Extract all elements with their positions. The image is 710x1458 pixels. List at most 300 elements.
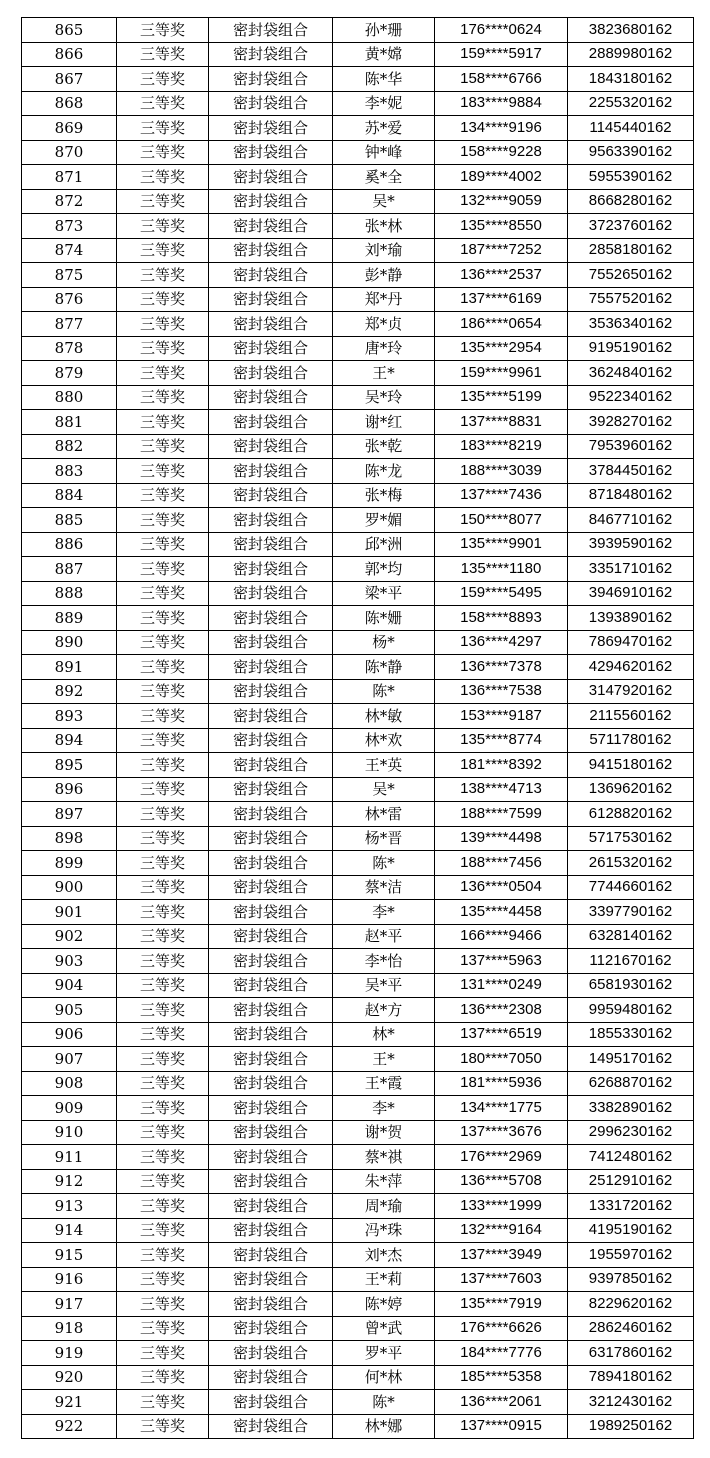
phone-cell: 183****8219 <box>435 434 568 459</box>
winner-name-cell: 陈*姗 <box>333 606 435 631</box>
order-id-cell: 7557520162 <box>568 287 694 312</box>
row-number-cell: 899 <box>22 851 117 876</box>
row-number-cell: 873 <box>22 214 117 239</box>
row-number-cell: 910 <box>22 1120 117 1145</box>
winner-name-cell: 陈*龙 <box>333 459 435 484</box>
prize-name-cell: 密封袋组合 <box>209 508 333 533</box>
order-id-cell: 9959480162 <box>568 998 694 1023</box>
phone-cell: 159****5495 <box>435 581 568 606</box>
phone-cell: 134****9196 <box>435 116 568 141</box>
phone-cell: 136****2537 <box>435 263 568 288</box>
prize-name-cell: 密封袋组合 <box>209 900 333 925</box>
phone-cell: 158****6766 <box>435 67 568 92</box>
winner-name-cell: 郑*丹 <box>333 287 435 312</box>
prize-name-cell: 密封袋组合 <box>209 949 333 974</box>
table-row <box>22 777 694 802</box>
row-number-cell: 896 <box>22 777 117 802</box>
order-id-cell: 8668280162 <box>568 189 694 214</box>
winner-name-cell: 林*娜 <box>333 1414 435 1439</box>
table-row <box>22 924 694 949</box>
table-row <box>22 1169 694 1194</box>
winner-name-cell: 罗*媚 <box>333 508 435 533</box>
prize-name-cell: 密封袋组合 <box>209 1341 333 1366</box>
order-id-cell: 3624840162 <box>568 361 694 386</box>
table-row <box>22 385 694 410</box>
prize-level-cell: 三等奖 <box>117 1267 209 1292</box>
prize-level-cell: 三等奖 <box>117 238 209 263</box>
winner-name-cell: 陈* <box>333 679 435 704</box>
winner-name-cell: 吴* <box>333 777 435 802</box>
order-id-cell: 2512910162 <box>568 1169 694 1194</box>
prize-name-cell: 密封袋组合 <box>209 1292 333 1317</box>
phone-cell: 180****7050 <box>435 1047 568 1072</box>
table-row <box>22 140 694 165</box>
prize-level-cell: 三等奖 <box>117 1071 209 1096</box>
order-id-cell: 8229620162 <box>568 1292 694 1317</box>
prize-level-cell: 三等奖 <box>117 777 209 802</box>
table-row <box>22 238 694 263</box>
order-id-cell: 3823680162 <box>568 18 694 43</box>
prize-name-cell: 密封袋组合 <box>209 1218 333 1243</box>
order-id-cell: 3939590162 <box>568 532 694 557</box>
prize-level-cell: 三等奖 <box>117 67 209 92</box>
phone-cell: 136****7538 <box>435 679 568 704</box>
prize-name-cell: 密封袋组合 <box>209 1316 333 1341</box>
phone-cell: 184****7776 <box>435 1341 568 1366</box>
order-id-cell: 3351710162 <box>568 557 694 582</box>
table-row <box>22 91 694 116</box>
order-id-cell: 9563390162 <box>568 140 694 165</box>
phone-cell: 135****8774 <box>435 728 568 753</box>
table-row <box>22 1096 694 1121</box>
row-number-cell: 886 <box>22 532 117 557</box>
table-row <box>22 851 694 876</box>
order-id-cell: 6317860162 <box>568 1341 694 1366</box>
winner-name-cell: 张*梅 <box>333 483 435 508</box>
order-id-cell: 3536340162 <box>568 312 694 337</box>
row-number-cell: 919 <box>22 1341 117 1366</box>
phone-cell: 137****3676 <box>435 1120 568 1145</box>
prize-name-cell: 密封袋组合 <box>209 998 333 1023</box>
order-id-cell: 1843180162 <box>568 67 694 92</box>
prize-level-cell: 三等奖 <box>117 753 209 778</box>
winner-name-cell: 黄*嫦 <box>333 42 435 67</box>
phone-cell: 187****7252 <box>435 238 568 263</box>
order-id-cell: 5717530162 <box>568 826 694 851</box>
prize-level-cell: 三等奖 <box>117 1169 209 1194</box>
table-row <box>22 1243 694 1268</box>
row-number-cell: 889 <box>22 606 117 631</box>
prize-level-cell: 三等奖 <box>117 483 209 508</box>
row-number-cell: 901 <box>22 900 117 925</box>
row-number-cell: 870 <box>22 140 117 165</box>
prize-name-cell: 密封袋组合 <box>209 312 333 337</box>
row-number-cell: 914 <box>22 1218 117 1243</box>
table-row <box>22 42 694 67</box>
prize-level-cell: 三等奖 <box>117 973 209 998</box>
prize-level-cell: 三等奖 <box>117 508 209 533</box>
prize-name-cell: 密封袋组合 <box>209 581 333 606</box>
prize-name-cell: 密封袋组合 <box>209 116 333 141</box>
phone-cell: 166****9466 <box>435 924 568 949</box>
prize-name-cell: 密封袋组合 <box>209 214 333 239</box>
winner-name-cell: 陈* <box>333 1390 435 1415</box>
table-row <box>22 875 694 900</box>
prize-name-cell: 密封袋组合 <box>209 434 333 459</box>
order-id-cell: 6268870162 <box>568 1071 694 1096</box>
winner-name-cell: 吴*玲 <box>333 385 435 410</box>
prize-name-cell: 密封袋组合 <box>209 606 333 631</box>
winner-name-cell: 陈* <box>333 851 435 876</box>
phone-cell: 136****5708 <box>435 1169 568 1194</box>
phone-cell: 185****5358 <box>435 1365 568 1390</box>
prize-name-cell: 密封袋组合 <box>209 1047 333 1072</box>
prize-name-cell: 密封袋组合 <box>209 826 333 851</box>
row-number-cell: 893 <box>22 704 117 729</box>
prize-level-cell: 三等奖 <box>117 1096 209 1121</box>
prize-level-cell: 三等奖 <box>117 140 209 165</box>
prize-level-cell: 三等奖 <box>117 655 209 680</box>
winner-name-cell: 吴*平 <box>333 973 435 998</box>
table-row <box>22 1292 694 1317</box>
prize-name-cell: 密封袋组合 <box>209 1145 333 1170</box>
phone-cell: 132****9164 <box>435 1218 568 1243</box>
prize-name-cell: 密封袋组合 <box>209 385 333 410</box>
prize-level-cell: 三等奖 <box>117 998 209 1023</box>
prize-name-cell: 密封袋组合 <box>209 1414 333 1439</box>
row-number-cell: 916 <box>22 1267 117 1292</box>
table-row <box>22 679 694 704</box>
row-number-cell: 891 <box>22 655 117 680</box>
prize-level-cell: 三等奖 <box>117 630 209 655</box>
prize-level-cell: 三等奖 <box>117 336 209 361</box>
table-row <box>22 263 694 288</box>
row-number-cell: 913 <box>22 1194 117 1219</box>
prize-level-cell: 三等奖 <box>117 18 209 43</box>
table-row <box>22 1047 694 1072</box>
order-id-cell: 7412480162 <box>568 1145 694 1170</box>
prize-level-cell: 三等奖 <box>117 826 209 851</box>
order-id-cell: 1495170162 <box>568 1047 694 1072</box>
prize-name-cell: 密封袋组合 <box>209 459 333 484</box>
row-number-cell: 915 <box>22 1243 117 1268</box>
table-row <box>22 532 694 557</box>
row-number-cell: 878 <box>22 336 117 361</box>
order-id-cell: 3382890162 <box>568 1096 694 1121</box>
winner-name-cell: 张*林 <box>333 214 435 239</box>
row-number-cell: 903 <box>22 949 117 974</box>
prize-level-cell: 三等奖 <box>117 116 209 141</box>
prize-level-cell: 三等奖 <box>117 189 209 214</box>
prize-level-cell: 三等奖 <box>117 361 209 386</box>
order-id-cell: 7953960162 <box>568 434 694 459</box>
row-number-cell: 909 <box>22 1096 117 1121</box>
phone-cell: 188****7456 <box>435 851 568 876</box>
table-row <box>22 67 694 92</box>
winner-name-cell: 林*敏 <box>333 704 435 729</box>
phone-cell: 176****0624 <box>435 18 568 43</box>
winner-name-cell: 朱*萍 <box>333 1169 435 1194</box>
row-number-cell: 906 <box>22 1022 117 1047</box>
order-id-cell: 7744660162 <box>568 875 694 900</box>
prize-name-cell: 密封袋组合 <box>209 655 333 680</box>
table-row <box>22 336 694 361</box>
table-row <box>22 1316 694 1341</box>
phone-cell: 176****6626 <box>435 1316 568 1341</box>
order-id-cell: 5955390162 <box>568 165 694 190</box>
winner-name-cell: 陈*静 <box>333 655 435 680</box>
row-number-cell: 922 <box>22 1414 117 1439</box>
order-id-cell: 4294620162 <box>568 655 694 680</box>
phone-cell: 137****7436 <box>435 483 568 508</box>
prize-name-cell: 密封袋组合 <box>209 140 333 165</box>
row-number-cell: 894 <box>22 728 117 753</box>
prize-level-cell: 三等奖 <box>117 1414 209 1439</box>
prize-name-cell: 密封袋组合 <box>209 851 333 876</box>
prize-level-cell: 三等奖 <box>117 165 209 190</box>
prize-name-cell: 密封袋组合 <box>209 1390 333 1415</box>
phone-cell: 137****3949 <box>435 1243 568 1268</box>
table-row <box>22 434 694 459</box>
order-id-cell: 3928270162 <box>568 410 694 435</box>
prize-name-cell: 密封袋组合 <box>209 1243 333 1268</box>
order-id-cell: 6328140162 <box>568 924 694 949</box>
row-number-cell: 918 <box>22 1316 117 1341</box>
order-id-cell: 1145440162 <box>568 116 694 141</box>
prize-name-cell: 密封袋组合 <box>209 753 333 778</box>
table-row <box>22 312 694 337</box>
row-number-cell: 904 <box>22 973 117 998</box>
row-number-cell: 905 <box>22 998 117 1023</box>
phone-cell: 134****1775 <box>435 1096 568 1121</box>
order-id-cell: 9522340162 <box>568 385 694 410</box>
prize-name-cell: 密封袋组合 <box>209 165 333 190</box>
phone-cell: 139****4498 <box>435 826 568 851</box>
phone-cell: 186****0654 <box>435 312 568 337</box>
table-row <box>22 1390 694 1415</box>
table-row <box>22 704 694 729</box>
prize-level-cell: 三等奖 <box>117 91 209 116</box>
prize-name-cell: 密封袋组合 <box>209 1169 333 1194</box>
table-row <box>22 826 694 851</box>
prize-level-cell: 三等奖 <box>117 728 209 753</box>
winner-name-cell: 李* <box>333 1096 435 1121</box>
prize-name-cell: 密封袋组合 <box>209 777 333 802</box>
row-number-cell: 890 <box>22 630 117 655</box>
row-number-cell: 895 <box>22 753 117 778</box>
row-number-cell: 892 <box>22 679 117 704</box>
row-number-cell: 920 <box>22 1365 117 1390</box>
prize-level-cell: 三等奖 <box>117 606 209 631</box>
order-id-cell: 3946910162 <box>568 581 694 606</box>
winner-name-cell: 吴* <box>333 189 435 214</box>
row-number-cell: 874 <box>22 238 117 263</box>
winner-name-cell: 周*瑜 <box>333 1194 435 1219</box>
prize-level-cell: 三等奖 <box>117 1194 209 1219</box>
prize-name-cell: 密封袋组合 <box>209 679 333 704</box>
table-row <box>22 1267 694 1292</box>
winner-name-cell: 林*雷 <box>333 802 435 827</box>
phone-cell: 135****2954 <box>435 336 568 361</box>
phone-cell: 136****2308 <box>435 998 568 1023</box>
winner-name-cell: 张*乾 <box>333 434 435 459</box>
winner-name-cell: 曾*武 <box>333 1316 435 1341</box>
winner-name-cell: 王* <box>333 1047 435 1072</box>
table-row <box>22 973 694 998</box>
table-row <box>22 1022 694 1047</box>
winner-name-cell: 谢*贺 <box>333 1120 435 1145</box>
row-number-cell: 884 <box>22 483 117 508</box>
prize-level-cell: 三等奖 <box>117 1047 209 1072</box>
prize-level-cell: 三等奖 <box>117 949 209 974</box>
phone-cell: 135****4458 <box>435 900 568 925</box>
row-number-cell: 876 <box>22 287 117 312</box>
winner-name-cell: 王*莉 <box>333 1267 435 1292</box>
order-id-cell: 3784450162 <box>568 459 694 484</box>
prize-name-cell: 密封袋组合 <box>209 532 333 557</box>
phone-cell: 135****9901 <box>435 532 568 557</box>
table-row <box>22 459 694 484</box>
prize-name-cell: 密封袋组合 <box>209 1096 333 1121</box>
order-id-cell: 3147920162 <box>568 679 694 704</box>
row-number-cell: 888 <box>22 581 117 606</box>
table-row <box>22 1218 694 1243</box>
row-number-cell: 898 <box>22 826 117 851</box>
phone-cell: 135****7919 <box>435 1292 568 1317</box>
order-id-cell: 3397790162 <box>568 900 694 925</box>
phone-cell: 176****2969 <box>435 1145 568 1170</box>
winner-name-cell: 李* <box>333 900 435 925</box>
prize-name-cell: 密封袋组合 <box>209 1071 333 1096</box>
phone-cell: 188****3039 <box>435 459 568 484</box>
order-id-cell: 2115560162 <box>568 704 694 729</box>
phone-cell: 138****4713 <box>435 777 568 802</box>
winner-name-cell: 刘*瑜 <box>333 238 435 263</box>
prize-level-cell: 三等奖 <box>117 1218 209 1243</box>
winner-name-cell: 彭*静 <box>333 263 435 288</box>
order-id-cell: 6128820162 <box>568 802 694 827</box>
table-row <box>22 116 694 141</box>
prize-name-cell: 密封袋组合 <box>209 924 333 949</box>
winner-name-cell: 王*英 <box>333 753 435 778</box>
prize-name-cell: 密封袋组合 <box>209 1022 333 1047</box>
row-number-cell: 875 <box>22 263 117 288</box>
row-number-cell: 897 <box>22 802 117 827</box>
order-id-cell: 1369620162 <box>568 777 694 802</box>
row-number-cell: 881 <box>22 410 117 435</box>
prize-level-cell: 三等奖 <box>117 704 209 729</box>
phone-cell: 183****9884 <box>435 91 568 116</box>
prize-level-cell: 三等奖 <box>117 875 209 900</box>
table-row <box>22 900 694 925</box>
row-number-cell: 911 <box>22 1145 117 1170</box>
table-row <box>22 1145 694 1170</box>
phone-cell: 189****4002 <box>435 165 568 190</box>
order-id-cell: 2615320162 <box>568 851 694 876</box>
prize-name-cell: 密封袋组合 <box>209 263 333 288</box>
winner-name-cell: 李*妮 <box>333 91 435 116</box>
phone-cell: 137****6519 <box>435 1022 568 1047</box>
prize-name-cell: 密封袋组合 <box>209 483 333 508</box>
prize-level-cell: 三等奖 <box>117 42 209 67</box>
prize-name-cell: 密封袋组合 <box>209 557 333 582</box>
order-id-cell: 2889980162 <box>568 42 694 67</box>
prize-name-cell: 密封袋组合 <box>209 287 333 312</box>
row-number-cell: 871 <box>22 165 117 190</box>
row-number-cell: 880 <box>22 385 117 410</box>
winner-name-cell: 何*林 <box>333 1365 435 1390</box>
phone-cell: 136****2061 <box>435 1390 568 1415</box>
order-id-cell: 7869470162 <box>568 630 694 655</box>
table-row <box>22 18 694 43</box>
row-number-cell: 865 <box>22 18 117 43</box>
table-row <box>22 998 694 1023</box>
winner-name-cell: 蔡*祺 <box>333 1145 435 1170</box>
row-number-cell: 877 <box>22 312 117 337</box>
prize-name-cell: 密封袋组合 <box>209 42 333 67</box>
prize-level-cell: 三等奖 <box>117 1341 209 1366</box>
table-row <box>22 949 694 974</box>
phone-cell: 159****9961 <box>435 361 568 386</box>
winner-name-cell: 赵*方 <box>333 998 435 1023</box>
prize-name-cell: 密封袋组合 <box>209 704 333 729</box>
winners-table <box>21 17 694 1439</box>
prize-level-cell: 三等奖 <box>117 214 209 239</box>
winner-name-cell: 陈*华 <box>333 67 435 92</box>
phone-cell: 137****8831 <box>435 410 568 435</box>
phone-cell: 136****7378 <box>435 655 568 680</box>
prize-level-cell: 三等奖 <box>117 924 209 949</box>
prize-name-cell: 密封袋组合 <box>209 67 333 92</box>
table-row <box>22 165 694 190</box>
row-number-cell: 902 <box>22 924 117 949</box>
winner-name-cell: 罗*平 <box>333 1341 435 1366</box>
winner-name-cell: 蔡*洁 <box>333 875 435 900</box>
winner-name-cell: 奚*全 <box>333 165 435 190</box>
order-id-cell: 1955970162 <box>568 1243 694 1268</box>
prize-level-cell: 三等奖 <box>117 1022 209 1047</box>
table-row <box>22 214 694 239</box>
order-id-cell: 7894180162 <box>568 1365 694 1390</box>
prize-level-cell: 三等奖 <box>117 385 209 410</box>
order-id-cell: 8718480162 <box>568 483 694 508</box>
winner-name-cell: 刘*杰 <box>333 1243 435 1268</box>
table-row <box>22 189 694 214</box>
winners-table-body <box>22 18 694 1439</box>
row-number-cell: 887 <box>22 557 117 582</box>
order-id-cell: 3212430162 <box>568 1390 694 1415</box>
winner-name-cell: 郭*均 <box>333 557 435 582</box>
order-id-cell: 2255320162 <box>568 91 694 116</box>
table-row <box>22 361 694 386</box>
table-row <box>22 1194 694 1219</box>
prize-level-cell: 三等奖 <box>117 679 209 704</box>
order-id-cell: 1331720162 <box>568 1194 694 1219</box>
prize-name-cell: 密封袋组合 <box>209 91 333 116</box>
phone-cell: 135****8550 <box>435 214 568 239</box>
phone-cell: 137****5963 <box>435 949 568 974</box>
table-row <box>22 287 694 312</box>
prize-level-cell: 三等奖 <box>117 1316 209 1341</box>
table-row <box>22 1365 694 1390</box>
prize-level-cell: 三等奖 <box>117 802 209 827</box>
winner-name-cell: 冯*珠 <box>333 1218 435 1243</box>
order-id-cell: 1121670162 <box>568 949 694 974</box>
prize-name-cell: 密封袋组合 <box>209 875 333 900</box>
winner-name-cell: 李*怡 <box>333 949 435 974</box>
row-number-cell: 869 <box>22 116 117 141</box>
winner-name-cell: 邱*洲 <box>333 532 435 557</box>
